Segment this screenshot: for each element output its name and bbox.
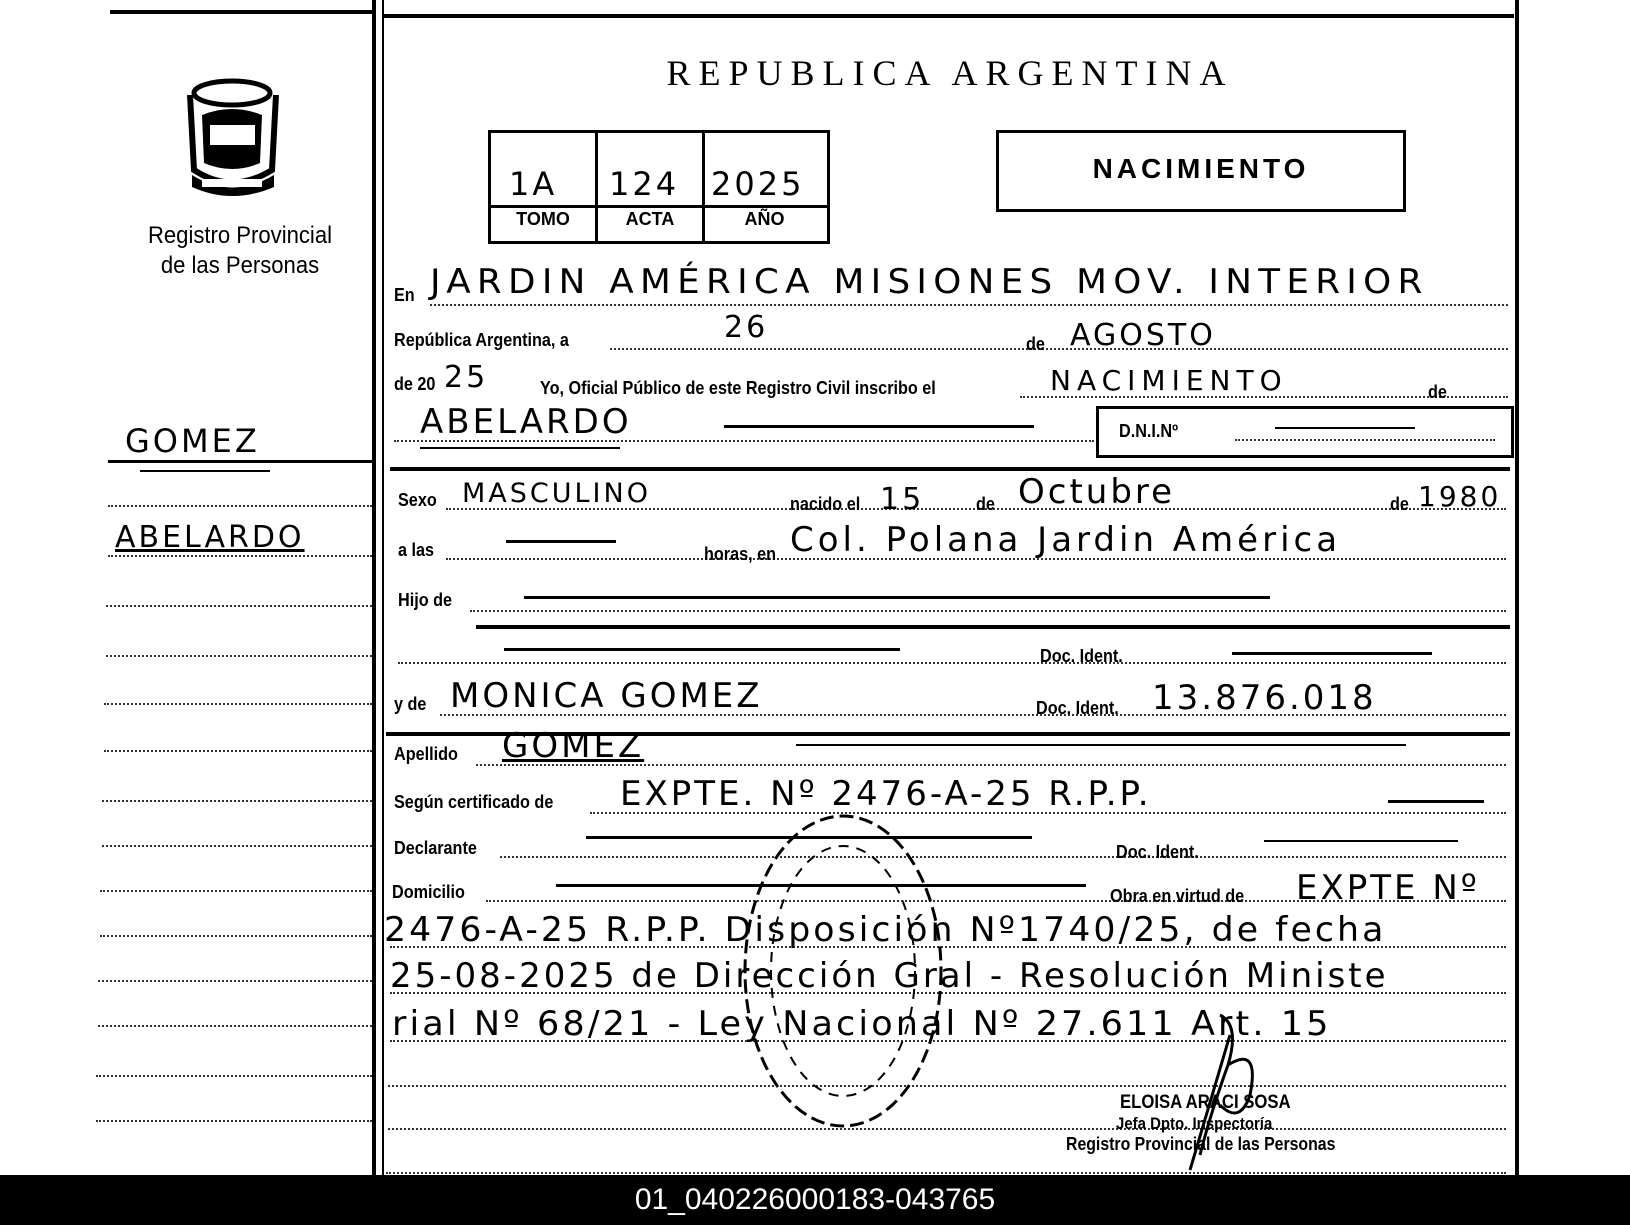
obra-label: Obra en virtud de bbox=[1110, 886, 1245, 906]
margin-line bbox=[100, 935, 372, 937]
margin-line bbox=[96, 1120, 372, 1122]
margin-line bbox=[104, 703, 372, 705]
middle-frame-line bbox=[382, 0, 384, 1175]
text-line bbox=[386, 1172, 1506, 1174]
alas-label: a las bbox=[398, 540, 435, 560]
section-rule bbox=[476, 625, 1510, 629]
margin-surname-underline bbox=[140, 470, 270, 472]
country-title: REPUBLICA ARGENTINA bbox=[666, 53, 1234, 93]
right-frame-line bbox=[1515, 0, 1519, 1175]
blank-dash bbox=[504, 648, 900, 651]
apellido-value: GOMEZ bbox=[502, 726, 645, 766]
declarante-doc-dash bbox=[1264, 840, 1458, 842]
margin-line bbox=[108, 555, 372, 557]
signature-org: Registro Provincial de las Personas bbox=[1066, 1134, 1336, 1154]
margin-line bbox=[102, 800, 372, 802]
birth-month: Octubre bbox=[1018, 472, 1176, 512]
alas-dash bbox=[506, 540, 616, 543]
en-line bbox=[430, 304, 1508, 306]
margin-line bbox=[104, 750, 372, 752]
margin-line bbox=[106, 605, 372, 607]
acta-value: 124 bbox=[609, 165, 680, 203]
hijo-dash bbox=[524, 596, 1270, 599]
registry-line-2: de las Personas bbox=[160, 252, 320, 279]
domicilio-label: Domicilio bbox=[392, 882, 465, 902]
republica-line bbox=[610, 348, 1508, 350]
coat-of-arms-icon bbox=[180, 75, 285, 200]
margin-given-name: ABELARDO bbox=[115, 520, 305, 555]
birth-year: 1980 bbox=[1418, 480, 1502, 513]
place-value: Col. Polana Jardin América bbox=[790, 520, 1342, 560]
margin-line bbox=[102, 845, 372, 847]
blank-line bbox=[398, 662, 1506, 664]
main-top-rule bbox=[384, 14, 1514, 18]
declarante-doc-label: Doc. Ident. bbox=[1116, 842, 1199, 862]
margin-line bbox=[96, 1075, 372, 1077]
margin-line bbox=[106, 655, 372, 657]
day-value: 26 bbox=[724, 310, 769, 345]
yo-label: Yo, Oficial Público de este Registro Civil inscribo el bbox=[540, 378, 936, 398]
declarante-line bbox=[500, 856, 1506, 858]
segun-label: Según certificado de bbox=[394, 792, 554, 812]
de4-label: de bbox=[1390, 494, 1409, 514]
text-line-3: rial Nº 68/21 - Ley Nacional Nº 27.611 Art. 15 bbox=[392, 1004, 1332, 1044]
name-value: ABELARDO bbox=[420, 402, 632, 442]
document-type: NACIMIENTO bbox=[1092, 153, 1310, 184]
dni-dash bbox=[1275, 427, 1415, 429]
name-double-underline bbox=[420, 447, 620, 449]
left-top-rule bbox=[110, 10, 372, 14]
sexo-label: Sexo bbox=[398, 490, 437, 510]
tomo-value: 1A bbox=[509, 165, 558, 203]
official-stamp-icon bbox=[738, 806, 948, 1136]
document-type-box bbox=[996, 130, 1406, 212]
nacido-label: nacido el bbox=[790, 494, 861, 514]
mother-value: MONICA GOMEZ bbox=[450, 676, 763, 716]
apellido-label: Apellido bbox=[394, 744, 458, 764]
margin-line bbox=[100, 890, 372, 892]
doc-ident-dash bbox=[1232, 652, 1432, 655]
signature-title: Jefa Dpto. Inspectoría bbox=[1116, 1114, 1273, 1133]
name-dash bbox=[724, 425, 1034, 428]
anio-value: 2025 bbox=[711, 165, 805, 203]
dni-label: D.N.I.Nº bbox=[1119, 421, 1179, 441]
obra-value: EXPTE Nº bbox=[1296, 868, 1480, 908]
hijo-line bbox=[470, 610, 1506, 612]
text-line-1: 2476-A-25 R.P.P. Disposición Nº1740/25, de fecha bbox=[384, 910, 1387, 950]
section-rule bbox=[390, 467, 1510, 471]
de-label: de bbox=[1026, 334, 1045, 354]
declarante-label: Declarante bbox=[394, 838, 477, 858]
sexo-value: MASCULINO bbox=[462, 478, 651, 509]
doc-ident-label: Doc. Ident. bbox=[1040, 646, 1123, 666]
document-id-bar: 01_040226000183-043765 bbox=[0, 1175, 1630, 1225]
hijo-label: Hijo de bbox=[398, 590, 453, 610]
margin-line bbox=[108, 505, 372, 507]
mother-doc-label: Doc. Ident. bbox=[1036, 698, 1119, 718]
en-label: En bbox=[394, 285, 415, 305]
birth-day: 15 bbox=[880, 482, 925, 517]
name-line bbox=[394, 440, 1094, 442]
anio-label: AÑO bbox=[744, 209, 785, 229]
yde-label: y de bbox=[394, 694, 427, 714]
apellido-dash bbox=[796, 744, 1406, 746]
left-frame-line bbox=[372, 0, 376, 1175]
dni-box bbox=[1096, 406, 1514, 458]
year-value: 25 bbox=[444, 360, 489, 395]
margin-line bbox=[98, 980, 372, 982]
registry-line-1: Registro Provincial bbox=[147, 222, 333, 249]
de2-label: de bbox=[1428, 382, 1447, 402]
segun-dash bbox=[1388, 800, 1484, 803]
year-prefix: de 20 bbox=[394, 374, 436, 394]
acta-reference-box bbox=[488, 130, 830, 244]
de3-label: de bbox=[976, 494, 995, 514]
inscribo-value: NACIMIENTO bbox=[1050, 364, 1288, 397]
horas-label: horas, en bbox=[704, 544, 777, 564]
segun-value: EXPTE. Nº 2476-A-25 R.P.P. bbox=[620, 774, 1152, 814]
signature-name: ELOISA ARACI SOSA bbox=[1120, 1092, 1291, 1113]
text-line-2: 25-08-2025 de Dirección Gral - Resolución Ministe bbox=[390, 956, 1389, 996]
tomo-label: TOMO bbox=[516, 209, 570, 229]
margin-line bbox=[98, 1025, 372, 1027]
mother-doc: 13.876.018 bbox=[1152, 678, 1377, 718]
republica-label: República Argentina, a bbox=[394, 330, 569, 350]
acta-label: ACTA bbox=[625, 209, 675, 229]
en-value: JARDIN AMÉRICA MISIONES MOV. INTERIOR bbox=[430, 262, 1429, 302]
month-value: AGOSTO bbox=[1070, 318, 1216, 353]
margin-surname: GOMEZ bbox=[125, 422, 260, 460]
margin-surname-rule bbox=[108, 460, 372, 463]
